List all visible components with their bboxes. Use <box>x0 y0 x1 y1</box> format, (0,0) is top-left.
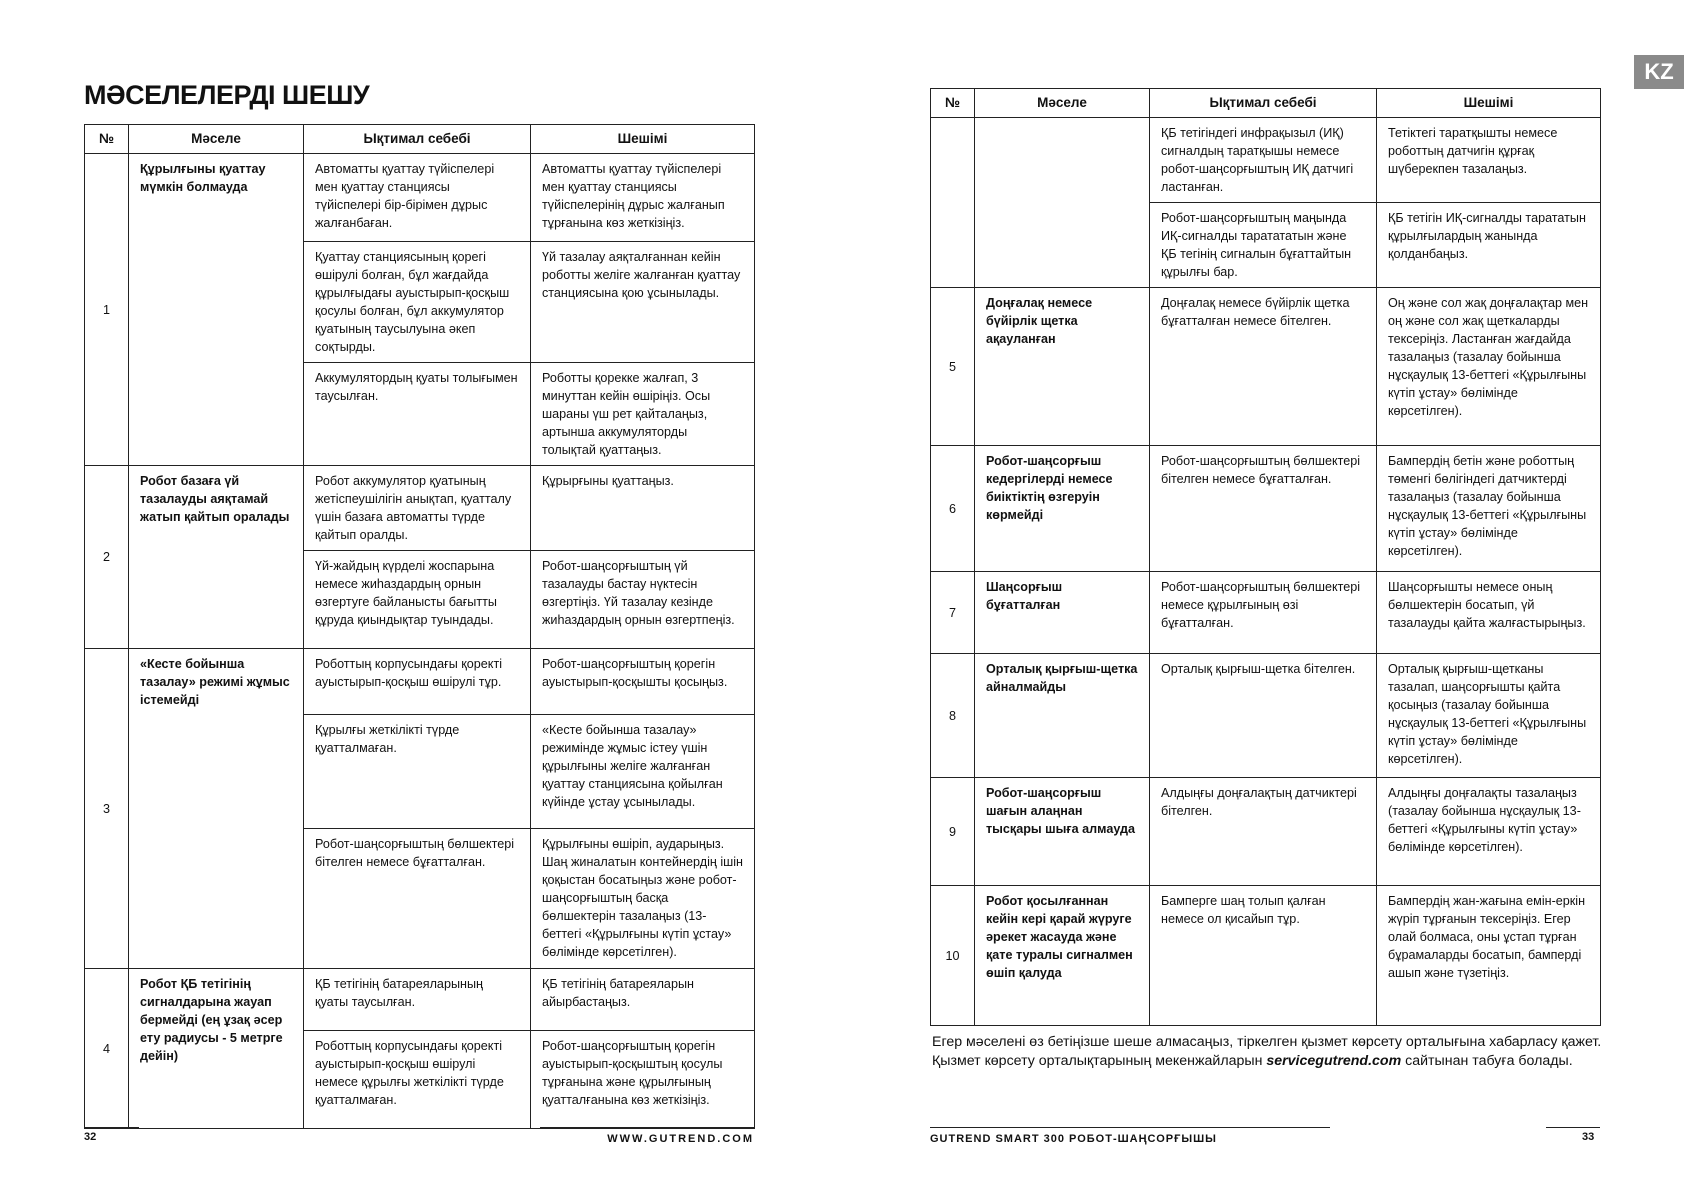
cause-cell: Автоматты қуаттау түйіспелері мен қуаттау станциясы түйіспелері бір-бірімен дұрыс жалғанбаған. <box>304 154 531 242</box>
header-problem: Мәселе <box>129 125 304 154</box>
solution-cell: Құрылғыны өшіріп, аударыңыз. Шаң жиналатын контейнердің ішін қоқыстан босатыңыз және робот-шаңсорғыштың басқа бөлшектерін тазалаңыз (13-беттегі «Құрылғыны күтіп ұстау» бөлімінде көрсетілген). <box>531 829 755 969</box>
row-number: 7 <box>931 572 975 654</box>
cause-cell: Аккумулятордың қуаты толығымен таусылған. <box>304 363 531 466</box>
cause-cell: Роботтың корпусындағы қоректі ауыстырып-қосқыш өшірулі тұр. <box>304 649 531 715</box>
solution-cell: Орталық қырғыш-щетканы тазалап, шаңсорғышты қайта қосыңыз (тазалау бойынша нұсқаулық 13-беттегі «Құрылғыны күтіп ұстау» бөлімінде көрсетілген). <box>1377 654 1601 778</box>
header-problem: Мәселе <box>975 89 1150 118</box>
problem-cell: Құрылғыны қуаттау мүмкін болмауда <box>129 154 304 466</box>
header-num: № <box>85 125 129 154</box>
solution-cell: Бампердің бетін және роботтың төменгі бөлігіндегі датчиктерді тазалаңыз (тазалау бойынша нұсқаулық 13-беттегі «Құрылғыны күтіп ұстау» бөлімінде көрсетілген). <box>1377 446 1601 572</box>
problem-cell: Робот қосылғаннан кейін кері қарай жүруге әрекет жасауда және қате туралы сигналмен өшіп қалуда <box>975 886 1150 1026</box>
note-text: Егер мәселені өз бетіңізше шеше алмасаңыз, тіркелген қызмет көрсету орталығына хабарласу қажет. Қызмет көрсету орталықтарының мекенжайларын <box>932 1034 1602 1069</box>
problem-cell: Робот ҚБ тетігінің сигналдарына жауап бермейді (ең ұзақ әсер ету радиусы - 5 метрге дейін) <box>129 969 304 1129</box>
troubleshooting-table-left <box>84 124 755 1129</box>
solution-cell: Автоматты қуаттау түйіспелері мен қуаттау станциясы түйіспелерінің дұрыс жалғанып тұрғанына көз жеткізіңіз. <box>531 154 755 242</box>
service-link[interactable]: servicegutrend.com <box>1266 1053 1402 1069</box>
cause-cell: Робот-шаңсорғыштың маңында ИҚ-сигналды таратататын және ҚБ тегінің сигналын бұғаттайтын құрылғы бар. <box>1150 203 1377 288</box>
problem-cell: Робот-шаңсорғыш кедергілерді немесе биіктіктің өзгеруін көрмейді <box>975 446 1150 572</box>
footer-product: GUTREND SMART 300 РОБОТ-ШАҢСОРҒЫШЫ <box>930 1133 1217 1145</box>
table-row <box>85 466 755 551</box>
solution-cell: «Кесте бойынша тазалау» режимінде жұмыс істеу үшін құрылғыны желіге жалғанған қуаттау станциясына қойылған күйінде ұстау ұсынылады. <box>531 715 755 829</box>
note-suffix: сайтынан табуға болады. <box>1401 1053 1573 1069</box>
table-row <box>931 118 1601 203</box>
cause-cell: Құрылғы жеткілікті түрде қуатталмаған. <box>304 715 531 829</box>
header-cause: Ықтимал себебі <box>304 125 531 154</box>
cause-cell: Алдыңғы доңғалақтың датчиктері бітелген. <box>1150 778 1377 886</box>
continued-problem-cell <box>975 118 1150 288</box>
header-solution: Шешімі <box>531 125 755 154</box>
cause-cell: ҚБ тетігіндегі инфрақызыл (ИҚ) сигналдың таратқышы немесе робот-шаңсорғыштың ИҚ датчигі ластанған. <box>1150 118 1377 203</box>
table-row <box>85 969 755 1031</box>
problem-cell: «Кесте бойынша тазалау» режимі жұмыс істемейді <box>129 649 304 969</box>
table-row <box>85 649 755 715</box>
table-header-row <box>85 125 755 154</box>
cause-cell: Орталық қырғыш-щетка бітелген. <box>1150 654 1377 778</box>
table-row <box>931 886 1601 1026</box>
solution-cell: Робот-шаңсорғыштың қорегін ауыстырып-қосқыштың қосулы тұрғанына және құрылғының қуатталғанына көз жеткізіңіз. <box>531 1031 755 1129</box>
solution-cell: ҚБ тетігін ИҚ-сигналды тарататын құрылғылардың жанында қолданбаңыз. <box>1377 203 1601 288</box>
table-header-row <box>931 89 1601 118</box>
cause-cell: Бамперге шаң толып қалған немесе ол қисайып тұр. <box>1150 886 1377 1026</box>
problem-cell: Доңғалақ немесе бүйірлік щетка ақауланған <box>975 288 1150 446</box>
row-number: 4 <box>85 969 129 1129</box>
right-page <box>842 0 1684 1191</box>
solution-cell: Робот-шаңсорғыштың қорегін ауыстырып-қосқышты қосыңыз. <box>531 649 755 715</box>
table-row <box>931 446 1601 572</box>
problem-cell: Орталық қырғыш-щетка айналмайды <box>975 654 1150 778</box>
solution-cell: Роботты қорекке жалғап, 3 минуттан кейін өшіріңіз. Осы шараны үш рет қайталаңыз, артынша аккумуляторды толықтай қуаттаңыз. <box>531 363 755 466</box>
table-row <box>931 654 1601 778</box>
solution-cell: ҚБ тетігінің батареяларын айырбастаңыз. <box>531 969 755 1031</box>
page-title: МӘСЕЛЕЛЕРДІ ШЕШУ <box>84 80 370 110</box>
row-number: 9 <box>931 778 975 886</box>
row-number: 6 <box>931 446 975 572</box>
solution-cell: Оң және сол жақ доңғалақтар мен оң және сол жақ щеткаларды тексеріңіз. Ластанған жағдайда тазалаңыз (тазалау бойынша нұсқаулық 13-беттегі «Құрылғыны күтіп ұстау» бөлімінде көрсетілген). <box>1377 288 1601 446</box>
problem-cell: Робот-шаңсорғыш шағын алаңнан тысқары шыға алмауда <box>975 778 1150 886</box>
footer-website: WWW.GUTREND.COM <box>607 1133 754 1145</box>
table-row <box>85 154 755 242</box>
cause-cell: Қуаттау станциясының қорегі өшірулі болған, бұл жағдайда құрылғыдағы ауыстырып-қосқыш қосулы болған, бұл аккумулятор қуатының таусылуына әкеп соқтырды. <box>304 242 531 363</box>
row-number: 5 <box>931 288 975 446</box>
table-row <box>931 778 1601 886</box>
cause-cell: Үй-жайдың күрделі жоспарына немесе жиһаздардың орнын өзгертуге байланысты бағытты құруда қиындықтар туындады. <box>304 551 531 649</box>
row-number: 1 <box>85 154 129 466</box>
page-number: 32 <box>84 1131 97 1143</box>
solution-cell: Бампердің жан-жағына емін-еркін жүріп тұрғанын тексеріңіз. Егер олай болмаса, оны ұстап тұрған бұрамаларды босатып, бамперді ашып және түзетіңіз. <box>1377 886 1601 1026</box>
header-num: № <box>931 89 975 118</box>
cause-cell: Доңғалақ немесе бүйірлік щетка бұғатталған немесе бітелген. <box>1150 288 1377 446</box>
table-row <box>931 572 1601 654</box>
cause-cell: Робот-шаңсорғыштың бөлшектері немесе құрылғының өзі бұғатталған. <box>1150 572 1377 654</box>
continued-num-cell <box>931 118 975 288</box>
solution-cell: Робот-шаңсорғыштың үй тазалауды бастау нүктесін өзгертіңіз. Үй тазалау кезінде жиһаздардың орнын өзгертпеңіз. <box>531 551 755 649</box>
header-cause: Ықтимал себебі <box>1150 89 1377 118</box>
cause-cell: Робот-шаңсорғыштың бөлшектері бітелген немесе бұғатталған. <box>1150 446 1377 572</box>
solution-cell: Шаңсорғышты немесе оның бөлшектерін босатып, үй тазалауды қайта жалғастырыңыз. <box>1377 572 1601 654</box>
page-number: 33 <box>1582 1131 1595 1143</box>
footer-rule <box>540 1127 754 1128</box>
solution-cell: Алдыңғы доңғалақты тазалаңыз (тазалау бойынша нұсқаулық 13-беттегі «Құрылғыны күтіп ұстау» бөлімінде көрсетілген). <box>1377 778 1601 886</box>
cause-cell: ҚБ тетігінің батареяларының қуаты таусылған. <box>304 969 531 1031</box>
solution-cell: Тетіктегі таратқышты немесе роботтың датчигін құрғақ шүберекпен тазалаңыз. <box>1377 118 1601 203</box>
troubleshooting-table-right <box>930 88 1601 1026</box>
footer-rule <box>930 1127 1330 1128</box>
problem-cell: Шаңсорғыш бұғатталған <box>975 572 1150 654</box>
table-row <box>931 288 1601 446</box>
header-solution: Шешімі <box>1377 89 1601 118</box>
solution-cell: Құрырғыны қуаттаңыз. <box>531 466 755 551</box>
service-note <box>932 1033 1604 1071</box>
row-number: 2 <box>85 466 129 649</box>
row-number: 8 <box>931 654 975 778</box>
cause-cell: Роботтың корпусындағы қоректі ауыстырып-қосқыш өшірулі немесе құрылғы жеткілікті түрде қуатталмаған. <box>304 1031 531 1129</box>
language-badge: KZ <box>1634 55 1684 89</box>
row-number: 10 <box>931 886 975 1026</box>
problem-cell: Робот базаға үй тазалауды аяқтамай жатып қайтып оралады <box>129 466 304 649</box>
cause-cell: Робот-шаңсорғыштың бөлшектері бітелген немесе бұғатталған. <box>304 829 531 969</box>
solution-cell: Үй тазалау аяқталғаннан кейін роботты желіге жалғанған қуаттау станциясына қою ұсынылады. <box>531 242 755 363</box>
footer-rule <box>84 1127 139 1128</box>
footer-rule <box>1546 1127 1600 1128</box>
cause-cell: Робот аккумулятор қуатының жетіспеушілігін анықтап, қуатталу үшін базаға автоматты түрде қайтып оралды. <box>304 466 531 551</box>
row-number: 3 <box>85 649 129 969</box>
